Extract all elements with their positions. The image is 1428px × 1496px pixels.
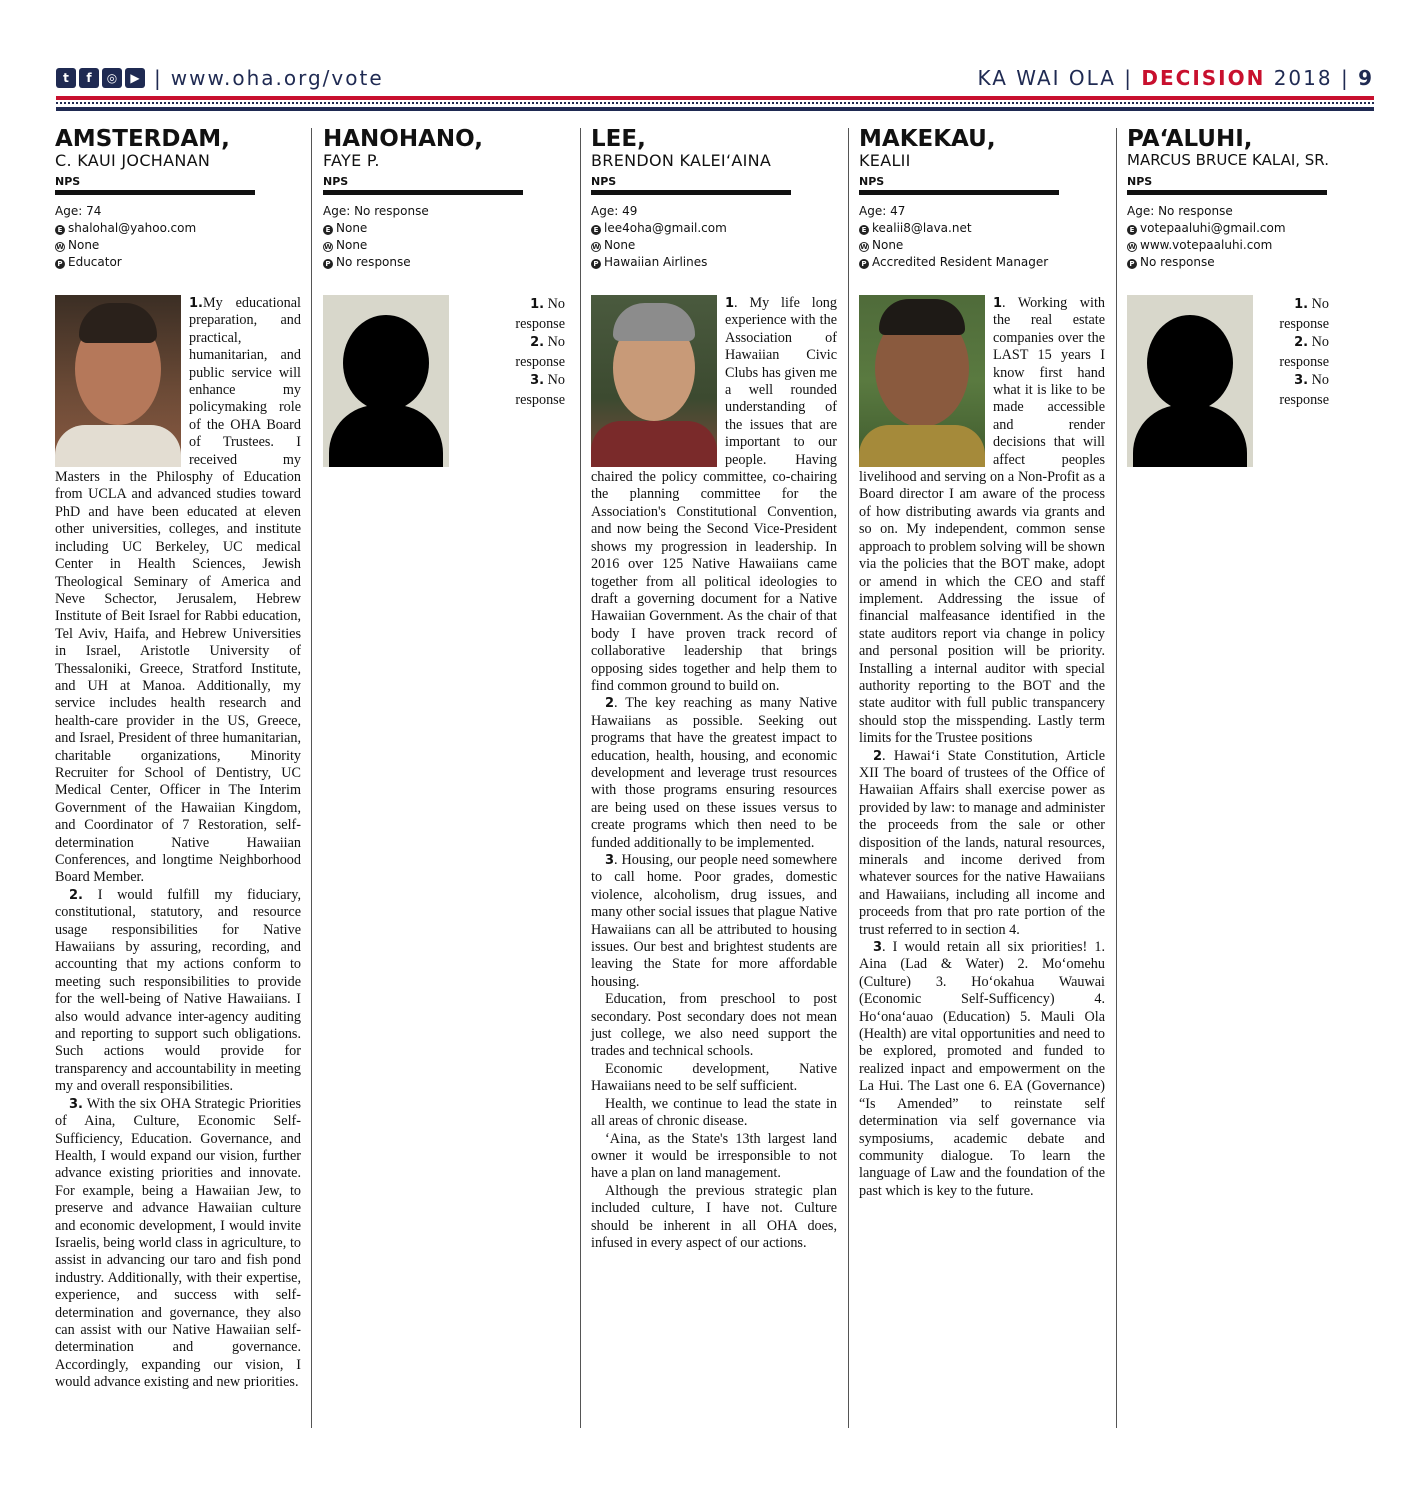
answer-text: . Working with the real estate companies over the LAST 15 years I know first hand what it is like to be made accessible and render decisions that will affect peoples livelihood and serving on a Non-Profit as a Board director I am aware of the process of how distributing awards via grants and so on. My independent, common sense approach to problem solving will be shown via the policies that the BOT make, adopt or amend in which the CEO and staff implement. Addressing the issue of financial malfeasance identified in the state auditors report via change in policy and personal position will be priority. Installing a internal auditor with special authority reporting to the BOT and the state auditor with full public transpancery should stop the misspending. Lastly term limits for the Trustee positions <box>859 295 1105 747</box>
website-line <box>55 237 301 254</box>
candidate-column <box>55 128 301 1392</box>
header-separator: | <box>154 66 163 90</box>
occupation-text: Educator <box>68 255 122 269</box>
w-icon: W <box>592 243 600 251</box>
answer-number: 2. <box>530 335 545 350</box>
party-label: NPS <box>859 175 885 188</box>
column-divider <box>311 128 312 1428</box>
age-line: Age: No response <box>323 204 429 218</box>
candidate-first-name: BRENDON KALEI‘AINA <box>591 151 772 170</box>
answer-paragraph: Economic development, Native Hawaiians need to be self sufficient. <box>591 1060 837 1095</box>
answer-text: With the six OHA Strategic Priorities of Aina, Culture, Economic Self-Sufficiency, Education. Governance, and Health, I would expand our vision, further advance existing priorities and innovate. For example, being a Hawaiian Jew, to preserve and advance Hawaiian culture and economic development, I would invite Israelis, being world class in agriculture, to assist in advancing our taro and fish pond industry. Additionally, with their expertise, experience, and success with self-determination and governance, they also can assist with our Native Hawaiian self-determination and governance. Accordingly, expanding our vision, I would advance existing and new priorities. <box>55 1095 301 1391</box>
no-response-answers <box>1261 295 1329 409</box>
website-text[interactable]: www.votepaaluhi.com <box>1140 238 1273 252</box>
party-rule <box>591 190 791 195</box>
website-text: None <box>336 238 368 252</box>
answer-text: No response <box>1279 372 1329 408</box>
party-label: NPS <box>1127 175 1153 188</box>
occupation-line <box>323 254 569 271</box>
p-icon: P <box>591 259 601 269</box>
answer-text: No response <box>1279 296 1329 332</box>
answer-text: No response <box>515 372 565 408</box>
age-line: Age: 74 <box>55 204 102 218</box>
masthead-name: KA WAI OLA <box>977 66 1116 90</box>
email-line <box>591 220 837 237</box>
answer-text: I would fulfill my fiduciary, constitutional, statutory, and resource usage responsibilities for Native Hawaiians by assuring, recording, and accounting that my actions conform to meeting such responsibilities to provide for the well-being of Native Hawaiians. I also would advance inter-agency auditing and reporting to support such obligations. Such actions would provide for transparency and accountability in meeting my and overall responsibilities. <box>55 886 301 1095</box>
masthead-separator: | <box>1124 66 1134 90</box>
answer-number: 3. <box>69 1096 83 1112</box>
answer-paragraph: Although the previous strategic plan included culture, I have not. Culture should be inherent in all OHA does, infused in every aspect of our actions. <box>591 1182 837 1251</box>
candidate-column <box>591 128 837 1252</box>
answer-number: 1 <box>725 296 735 311</box>
answer-number: 3 <box>873 940 883 956</box>
age-line: Age: 49 <box>591 204 638 218</box>
website-line <box>591 237 837 254</box>
email-text: lee4oha@gmail.com <box>604 221 727 235</box>
website-text: None <box>68 238 100 252</box>
answer-2 <box>55 887 301 1096</box>
email-text: kealii8@lava.net <box>872 221 972 235</box>
age-line: Age: 47 <box>859 204 906 218</box>
answer-paragraph: Education, from preschool to post secondary. Post secondary does not mean just college, we also need support the trades and technical schools. <box>591 991 837 1060</box>
social-icons <box>56 68 145 88</box>
occupation-line <box>591 254 837 271</box>
p-icon: P <box>859 259 869 269</box>
email-line <box>55 220 301 237</box>
masthead-section: DECISION <box>1141 66 1266 90</box>
answer-3 <box>1261 371 1329 409</box>
e-icon: E <box>1127 225 1137 235</box>
answer-number: 2 <box>605 696 615 712</box>
answer-3 <box>859 939 1105 1200</box>
answer-paragraph: ‘Aina, as the State's 13th largest land owner it would be irresponsible to not have a plan on land management. <box>591 1130 837 1182</box>
answer-number: 2. <box>1294 335 1309 350</box>
answer-2 <box>497 333 565 371</box>
answer-3 <box>591 852 837 991</box>
website-line <box>323 237 569 254</box>
answer-2 <box>1261 333 1329 371</box>
website-url[interactable] <box>154 66 384 90</box>
website-text: None <box>872 238 904 252</box>
candidate-first-name: C. KAUI JOCHANAN <box>55 151 211 170</box>
candidate-first-name: KEALII <box>859 151 911 170</box>
url-text: www.oha.org/vote <box>170 66 384 90</box>
page-number: 9 <box>1358 66 1374 90</box>
w-icon: W <box>1128 243 1136 251</box>
e-icon: E <box>323 225 333 235</box>
candidate-first-name: FAYE P. <box>323 151 380 170</box>
answer-number: 3. <box>530 373 545 388</box>
party-label: NPS <box>323 175 349 188</box>
occupation-line <box>55 254 301 271</box>
answer-text: . The key reaching as many Native Hawaiians as possible. Seeking out programs that have the greatest impact to education, health, housing, and economic development and leverage trust resources with those programs ensuring resources are being used on these issues versus to create programs which then need to be funded additionally to be implemented. <box>591 695 837 851</box>
no-response-answers <box>497 295 565 409</box>
candidate-photo <box>591 295 717 467</box>
email-text: None <box>336 221 368 235</box>
answer-number: 3. <box>1294 373 1309 388</box>
answer-number: 3 <box>605 853 615 868</box>
placeholder-silhouette-icon <box>323 295 449 467</box>
email-line <box>859 220 1105 237</box>
website-text: None <box>604 238 636 252</box>
w-icon: W <box>56 243 64 251</box>
answer-text: No response <box>515 296 565 332</box>
placeholder-silhouette-icon <box>1127 295 1253 467</box>
candidate-info <box>323 203 569 271</box>
column-divider <box>1116 128 1117 1428</box>
answer-text: . I would retain all six priorities! 1. Aina (Lad & Water) 2. Mo‘omehu (Culture) 3. Ho‘okahua Wauwai (Economic Self-Sufficency) 4. Ho‘ona‘auao (Education) 5. Mauli Ola (Health) are vital opportunities and need to be explored, promoted and funded to realized inpact and empowerment on the La Hui. The Last one 6. EA (Governance) “Is Amended” to reinstate self determination via self governance via symposiums, academic debate and community dialogue. To learn the language of Law and the foundation of the past which is key to the future. <box>859 939 1105 1199</box>
answer-number: 2. <box>69 887 83 903</box>
candidate-column <box>323 128 569 469</box>
column-divider <box>848 128 849 1428</box>
email-text: votepaaluhi@gmail.com <box>1140 221 1286 235</box>
party-rule <box>859 190 1059 195</box>
answer-2 <box>859 748 1105 939</box>
occupation-line <box>1127 254 1375 271</box>
website-line <box>1127 237 1375 254</box>
answer-1 <box>1261 295 1329 333</box>
instagram-icon[interactable]: ◎ <box>102 68 122 88</box>
candidate-first-name: MARCUS BRUCE KALAI, SR. <box>1127 151 1329 169</box>
answer-2 <box>591 695 837 852</box>
email-line <box>323 220 569 237</box>
answer-number: 1. <box>530 297 545 312</box>
w-icon: W <box>324 243 332 251</box>
email-line <box>1127 220 1375 237</box>
p-icon: P <box>1127 259 1137 269</box>
candidate-column <box>859 128 1105 1200</box>
answer-number: 1. <box>1294 297 1309 312</box>
answer-3 <box>55 1096 301 1392</box>
p-icon: P <box>55 259 65 269</box>
e-icon: E <box>591 225 601 235</box>
candidate-last-name: MAKEKAU, <box>859 126 996 152</box>
answer-text: . Hawai‘i State Constitution, Article XII The board of trustees of the Office of Hawaiian Affairs shall exercise power as provided by law: to manage and administer the proceeds from the sale or other disposition of the lands, natural resources, minerals and income derived from whatever sources for the native Hawaiians and Hawaiians, including all income and proceeds from that pro rate portion of the trust referred to in section 4. <box>859 747 1105 938</box>
answer-text: My educational preparation, and practical, humanitarian, and public service will enhance my policymaking role of the OHA Board of Trustees. I received my Masters in the Philosphy of Education from UCLA and advanced studies toward PhD and have been educated at eleven other universities, colleges, and institute including UC Berkeley, UC medical Center in Health Sciences, Jewish Theological Seminary of America and Neve Schector, Jerusalem, Hebrew Institute of Beit Israel for Rabbi education, Tel Aviv, Haifa, and Hebrew Universities in Israel, Aristotle University of Thessaloniki, Greece, Stratford Institute, and UH at Manoa. Additionally, my service includes health research and health-care provider in the US, Greece, and Israel, President of three humanitarian, charitable organizations, Minority Recruiter for School of Dentistry, UC Medical Center, Officer in The Interim Government of the Hawaiian Kingdom, and Coordinator of 7 Restoration, self-determination Native Hawaiian Conferences, and longtime Neighborhood Board Member. <box>55 295 301 886</box>
candidate-photo <box>55 295 181 467</box>
candidate-info <box>591 203 837 271</box>
occupation-text: No response <box>1140 255 1215 269</box>
answer-text: No response <box>1279 334 1329 370</box>
answer-text: . My life long experience with the Association of Hawaiian Civic Clubs has given me a well rounded understanding of the issues that are important to our people. Having chaired the policy committee, co-chairing the planning committee for the Association's Constitutional Convention, and now being the Second Vice-President shows my progression in leadership. In 2016 over 125 Native Hawaiians came together from all political ideologies to draft a governing document for a Native Hawaiian Government. As the chair of that body I have proven track record of collaborative leadership that brings opposing sides together and help them to find common ground to build on. <box>591 295 837 694</box>
masthead <box>977 66 1374 90</box>
twitter-icon[interactable]: t <box>56 68 76 88</box>
header-rule-dotted <box>56 102 1374 104</box>
header-rule-red <box>56 96 1374 100</box>
party-rule <box>323 190 523 195</box>
masthead-separator: | <box>1340 66 1350 90</box>
candidate-last-name: LEE, <box>591 126 646 152</box>
answer-3 <box>497 371 565 409</box>
masthead-year: 2018 <box>1273 66 1333 90</box>
answer-text: . Housing, our people need somewhere to call home. Poor grades, domestic violence, alcoholism, drug issues, and many other social issues that plague Native Hawaiians can all be attributed to housing issues. Our best and brightest students are leaving the State for more affordable housing. <box>591 852 837 990</box>
candidate-last-name: HANOHANO, <box>323 126 483 152</box>
answers <box>859 295 1105 1200</box>
occupation-line <box>859 254 1105 271</box>
candidate-photo <box>859 295 985 467</box>
answer-text: No response <box>515 334 565 370</box>
e-icon: E <box>859 225 869 235</box>
facebook-icon[interactable]: f <box>79 68 99 88</box>
website-line <box>859 237 1105 254</box>
answer-number: 1 <box>993 296 1003 311</box>
candidate-last-name: AMSTERDAM, <box>55 126 230 152</box>
answer-paragraph: Health, we continue to lead the state in all areas of chronic disease. <box>591 1095 837 1130</box>
candidate-last-name: PA‘ALUHI, <box>1127 126 1253 152</box>
email-text: shalohal@yahoo.com <box>68 221 197 235</box>
occupation-text: No response <box>336 255 411 269</box>
candidate-info <box>55 203 301 271</box>
answers <box>591 295 837 1252</box>
page-header <box>56 66 1374 96</box>
occupation-text: Accredited Resident Manager <box>872 255 1049 269</box>
candidate-column <box>1127 128 1375 469</box>
p-icon: P <box>323 259 333 269</box>
candidate-info <box>859 203 1105 271</box>
party-rule <box>55 190 255 195</box>
e-icon: E <box>55 225 65 235</box>
party-label: NPS <box>55 175 81 188</box>
age-line: Age: No response <box>1127 204 1233 218</box>
answer-1 <box>497 295 565 333</box>
party-label: NPS <box>591 175 617 188</box>
occupation-text: Hawaiian Airlines <box>604 255 708 269</box>
header-rule-navy <box>56 107 1374 111</box>
answer-number: 1. <box>189 296 203 311</box>
party-rule <box>1127 190 1327 195</box>
column-divider <box>580 128 581 1428</box>
w-icon: W <box>860 243 868 251</box>
candidate-info <box>1127 203 1375 271</box>
answers <box>55 295 301 1392</box>
answer-number: 2 <box>873 748 883 764</box>
youtube-icon[interactable]: ▶ <box>125 68 145 88</box>
